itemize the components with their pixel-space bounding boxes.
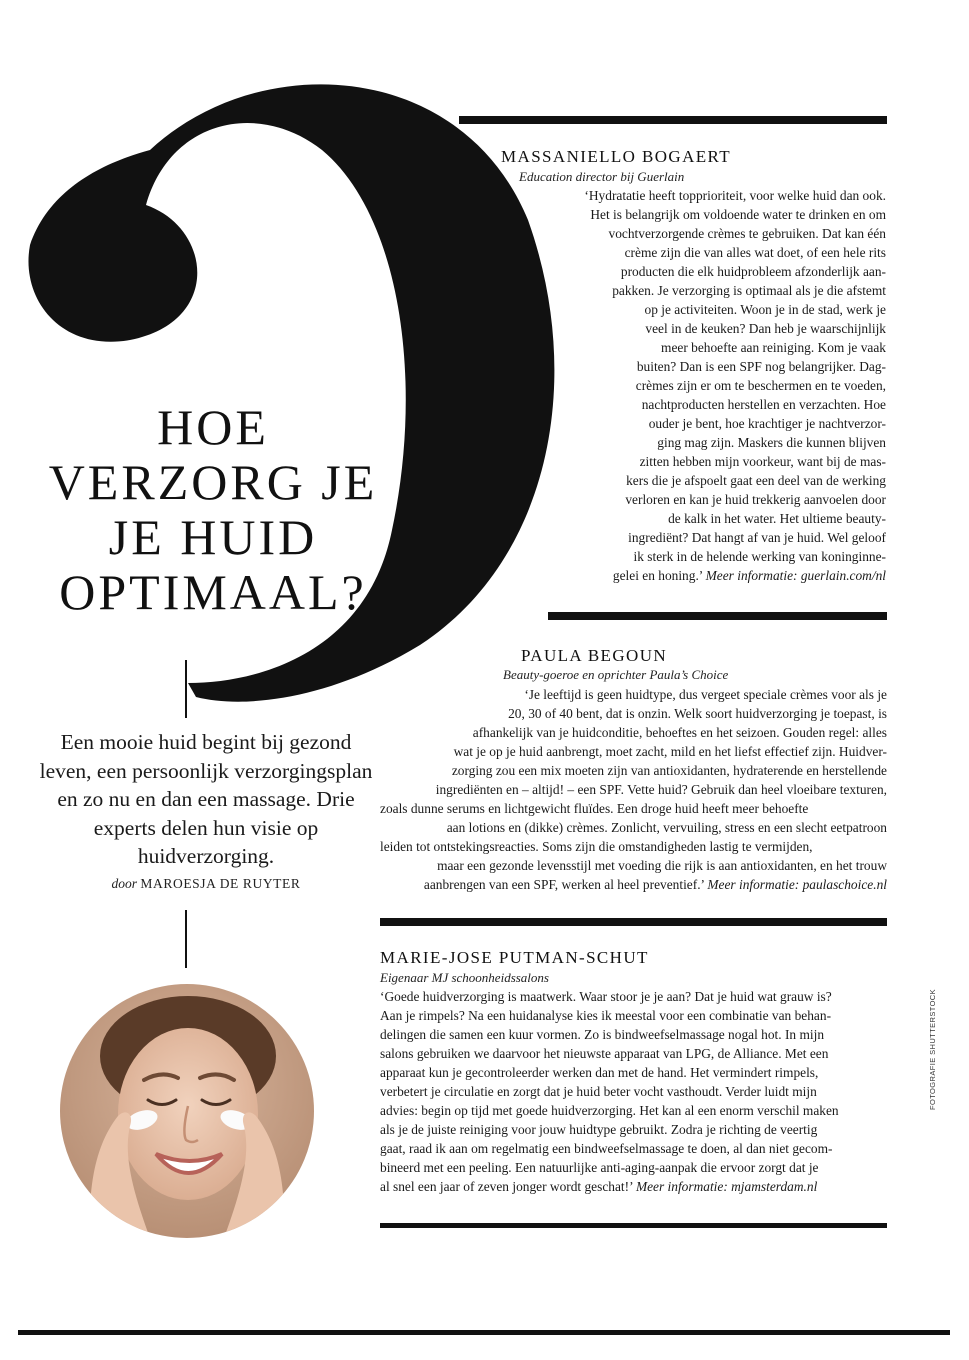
- quote-last-line: [380, 1177, 887, 1196]
- bottom-rule: [18, 1330, 950, 1335]
- quote-line: ingrediënt? Dat hangt af van je huid. Wel geloof: [628, 530, 886, 545]
- expert-quote: [380, 987, 887, 1196]
- rule-before-marie-jose: [380, 918, 887, 926]
- quote-line: ging mag zijn. Maskers die kunnen blijven: [657, 435, 886, 450]
- rule-before-paula: [548, 612, 887, 620]
- quote-line: nachtproducten herstellen en verzachten. Hoe: [641, 397, 886, 412]
- headline-line: HOE: [157, 399, 269, 455]
- quote-line: zoals dunne serums en lichtgewicht fluïdes. Een droge huid heeft meer behoefte: [380, 801, 809, 816]
- quote-line: vochtverzorgende crèmes te gebruiken. Dat kan één: [608, 226, 886, 241]
- quote-line: delingen die samen een kuur vormen. Zo is bindweefselmassage nogal hot. In mijn: [380, 1027, 825, 1042]
- expert-quote: [488, 186, 886, 585]
- quote-line: ‘Hydratatie heeft topprioriteit, voor welke huid dan ook.: [584, 188, 886, 203]
- quote-line: als je de juiste reiniging voor jouw huidtype gebruikt. Zodra je richting de veertig: [380, 1122, 818, 1137]
- quote-line: ouder je bent, hoe krachtiger je nachtverzor-: [648, 416, 886, 431]
- vertical-line-top: [185, 660, 187, 718]
- quote-line: kers die je afspoelt gaat een deel van de werking: [626, 473, 886, 488]
- more-info-link[interactable]: Meer informatie: guerlain.com/nl: [705, 568, 886, 583]
- quote-line: crèmes zijn er om te beschermen en te voeden,: [635, 378, 886, 393]
- quote-line: ik sterk in de helende werking van koninginne-: [633, 549, 886, 564]
- quote-line: ‘Je leeftijd is geen huidtype, dus vergeet speciale crèmes voor als je: [524, 687, 887, 702]
- quote-line: advies: begin op tijd met goede huidverzorging. Het kan al een enorm verschil maken: [380, 1103, 839, 1118]
- more-info-link[interactable]: Meer informatie: mjamsterdam.nl: [635, 1179, 818, 1194]
- expert-role: Education director bij Guerlain: [519, 169, 685, 184]
- quote-end: aanbrengen van een SPF, werken al heel preventief.’: [423, 877, 705, 892]
- photo-credit: FOTOGRAFIE SHUTTERSTOCK: [928, 988, 937, 1110]
- quote-line: wat je op je huid aanbrengt, moet zacht, mild en het liefst effectief zijn. Huidver-: [453, 744, 887, 759]
- quote-line: gaat, raad ik aan om regelmatig een bindweefselmassage te doen, al dan niet gecom-: [380, 1141, 833, 1156]
- quote-end: gelei en honing.’: [612, 568, 703, 583]
- more-info-link[interactable]: Meer informatie: paulaschoice.nl: [707, 877, 887, 892]
- expert-name: PAULA BEGOUN: [521, 646, 668, 665]
- quote-line: producten die elk huidprobleem afzonderlijk aan-: [620, 264, 886, 279]
- quote-line: Het is belangrijk om voldoende water te drinken en om: [590, 207, 886, 222]
- quote-line: op je activiteiten. Woon je in de stad, werk je: [644, 302, 886, 317]
- quote-line: veel in de keuken? Dan heb je waarschijnlijk: [645, 321, 886, 336]
- quote-line: afhankelijk van je huidconditie, behoeftes en het seizoen. Gouden regel: alles: [472, 725, 887, 740]
- byline: [36, 876, 376, 892]
- quote-line: verloren en kan je huid trekkerig aanvoelen door: [625, 492, 886, 507]
- quote-line: aan lotions en (dikke) crèmes. Zonlicht, vervuiling, stress en een slecht eetpatroon: [446, 820, 887, 835]
- quote-last-line: [488, 566, 886, 585]
- quote-line: salons gebruiken we daarvoor het nieuwste apparaat van LPG, de Alliance. Met een: [380, 1046, 829, 1061]
- quote-line: apparaat kun je gecontroleerder werken dan met de hand. Het vermindert rimpels,: [380, 1065, 819, 1080]
- quote-line: crème zijn die van alles wat doet, of een hele rits: [624, 245, 886, 260]
- quote-line: meer behoefte aan reiniging. Kom je vaak: [661, 340, 886, 355]
- expert-name: MASSANIELLO BOGAERT: [501, 147, 732, 166]
- intro-text: Een mooie huid begint bij gezond leven, een persoonlijk verzorgingsplan en zo nu en dan een massage. Drie experts delen hun visie op huidverzorging.: [39, 730, 373, 868]
- headline-line: VERZORG JE: [48, 454, 378, 510]
- expert-quote: [380, 685, 887, 894]
- quote-end: al snel een jaar of zeven jonger wordt geschat!’: [380, 1179, 633, 1194]
- quote-line: bineerd met een peeling. Een natuurlijke anti-aging-aanpak die ervoor zorgt dat je: [380, 1160, 819, 1175]
- quote-line: maar een gezonde levensstijl met voeding die rijk is aan antioxidanten, en het trouw: [437, 858, 887, 873]
- headline-line: OPTIMAAL?: [59, 564, 367, 620]
- quote-line: zorging zou een mix moeten zijn van antioxidanten, hydraterende en herstellende: [451, 763, 887, 778]
- woman-applying-cream-photo: [60, 984, 314, 1238]
- expert-role: Beauty-goeroe en oprichter Paula’s Choice: [503, 667, 729, 682]
- quote-line: buiten? Dan is een SPF nog belangrijker. Dag-: [636, 359, 886, 374]
- vertical-line-bottom: [185, 910, 187, 968]
- quote-line: leiden tot ontstekingsreacties. Soms zijn die omstandigheden lastig te vermijden,: [380, 839, 813, 854]
- byline-author: MAROESJA DE RUYTER: [140, 876, 301, 891]
- rule-after-marie-jose: [380, 1223, 887, 1228]
- byline-prefix: door: [111, 876, 138, 891]
- expert-name: MARIE-JOSE PUTMAN-SCHUT: [380, 948, 649, 967]
- quote-last-line: [380, 875, 887, 894]
- expert-role: Eigenaar MJ schoonheidssalons: [380, 970, 549, 985]
- quote-line: Aan je rimpels? Na een huidanalyse kies ik meestal voor een combinatie van behan-: [380, 1008, 832, 1023]
- quote-line: 20, 30 of 40 bent, dat is onzin. Welk soort huidverzorging je toepast, is: [508, 706, 887, 721]
- quote-line: verbetert je circulatie en zorgt dat je huid beter vocht vasthoudt. Verder luidt mijn: [380, 1084, 817, 1099]
- quote-line: ingrediënten en – altijd! – een SPF. Vette huid? Gebruik dan heel vloeibare texturen,: [435, 782, 887, 797]
- quote-line: zitten hebben mijn voorkeur, want bij de mas-: [639, 454, 886, 469]
- headline-line: JE HUID: [108, 509, 318, 565]
- quote-line: de kalk in het water. Het ultieme beauty-: [668, 511, 886, 526]
- headline: [28, 400, 398, 620]
- top-rule: [459, 116, 887, 124]
- quote-line: pakken. Je verzorging is optimaal als je die afstemt: [612, 283, 886, 298]
- quote-line: ‘Goede huidverzorging is maatwerk. Waar stoor je je aan? Dat je huid wat grauw is?: [380, 989, 832, 1004]
